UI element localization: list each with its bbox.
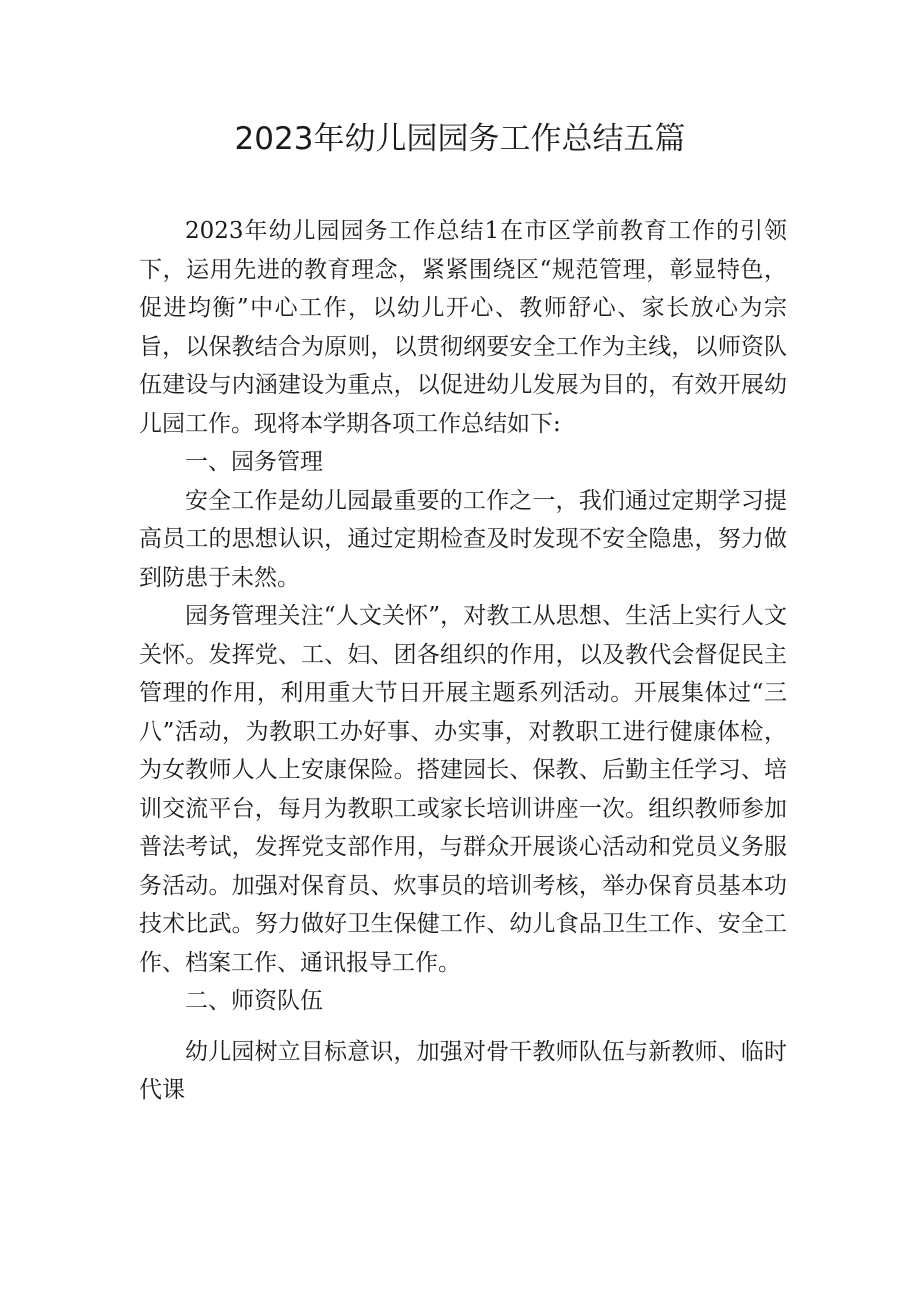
paragraph-teacher-team: 幼儿园树立目标意识，加强对骨干教师队伍与新教师、临时代课 bbox=[139, 1038, 787, 1103]
section-heading-management: 一、园务管理 bbox=[185, 449, 323, 475]
section-heading-teachers: 二、师资队伍 bbox=[185, 988, 323, 1014]
document-title: 2023年幼儿园园务工作总结五篇 bbox=[234, 121, 686, 157]
paragraph-gap bbox=[139, 1021, 787, 1033]
paragraph-safety: 安全工作是幼儿园最重要的工作之一，我们通过定期学习提高员工的思想认识，通过定期检查及时发现不安全隐患，努力做到防患于未然。 bbox=[139, 487, 787, 591]
paragraph-humanistic-care: 园务管理关注“人文关怀”，对教工从思想、生活上实行人文关怀。发挥党、工、妇、团各组织的作用，以及教代会督促民主管理的作用，利用重大节日开展主题系列活动。开展集体过“三八”活动，为教职工办好事、办实事，对教职工进行健康体检，为女教师人人上安康保险。搭建园长、保教、后勤主任学习、培训交流平台，每月为教职工或家长培训讲座一次。组织教师参加普法考试，发挥党支部作用，与群众开展谈心活动和党员义务服务活动。加强对保育员、炊事员的培训考核，举办保育员基本功技术比武。努力做好卫生保健工作、幼儿食品卫生工作、安全工作、档案工作、通讯报导工作。 bbox=[139, 603, 787, 976]
paragraph-intro: 2023年幼儿园园务工作总结1在市区学前教育工作的引领下，运用先进的教育理念，紧紧围绕区“规范管理，彰显特色，促进均衡”中心工作，以幼儿开心、教师舒心、家长放心为宗旨，以保教结合为原则，以贯彻纲要安全工作为主线，以师资队伍建设与内涵建设为重点，以促进幼儿发展为目的，有效开展幼儿园工作。现将本学期各项工作总结如下: bbox=[139, 218, 787, 437]
document-body bbox=[139, 212, 787, 1110]
